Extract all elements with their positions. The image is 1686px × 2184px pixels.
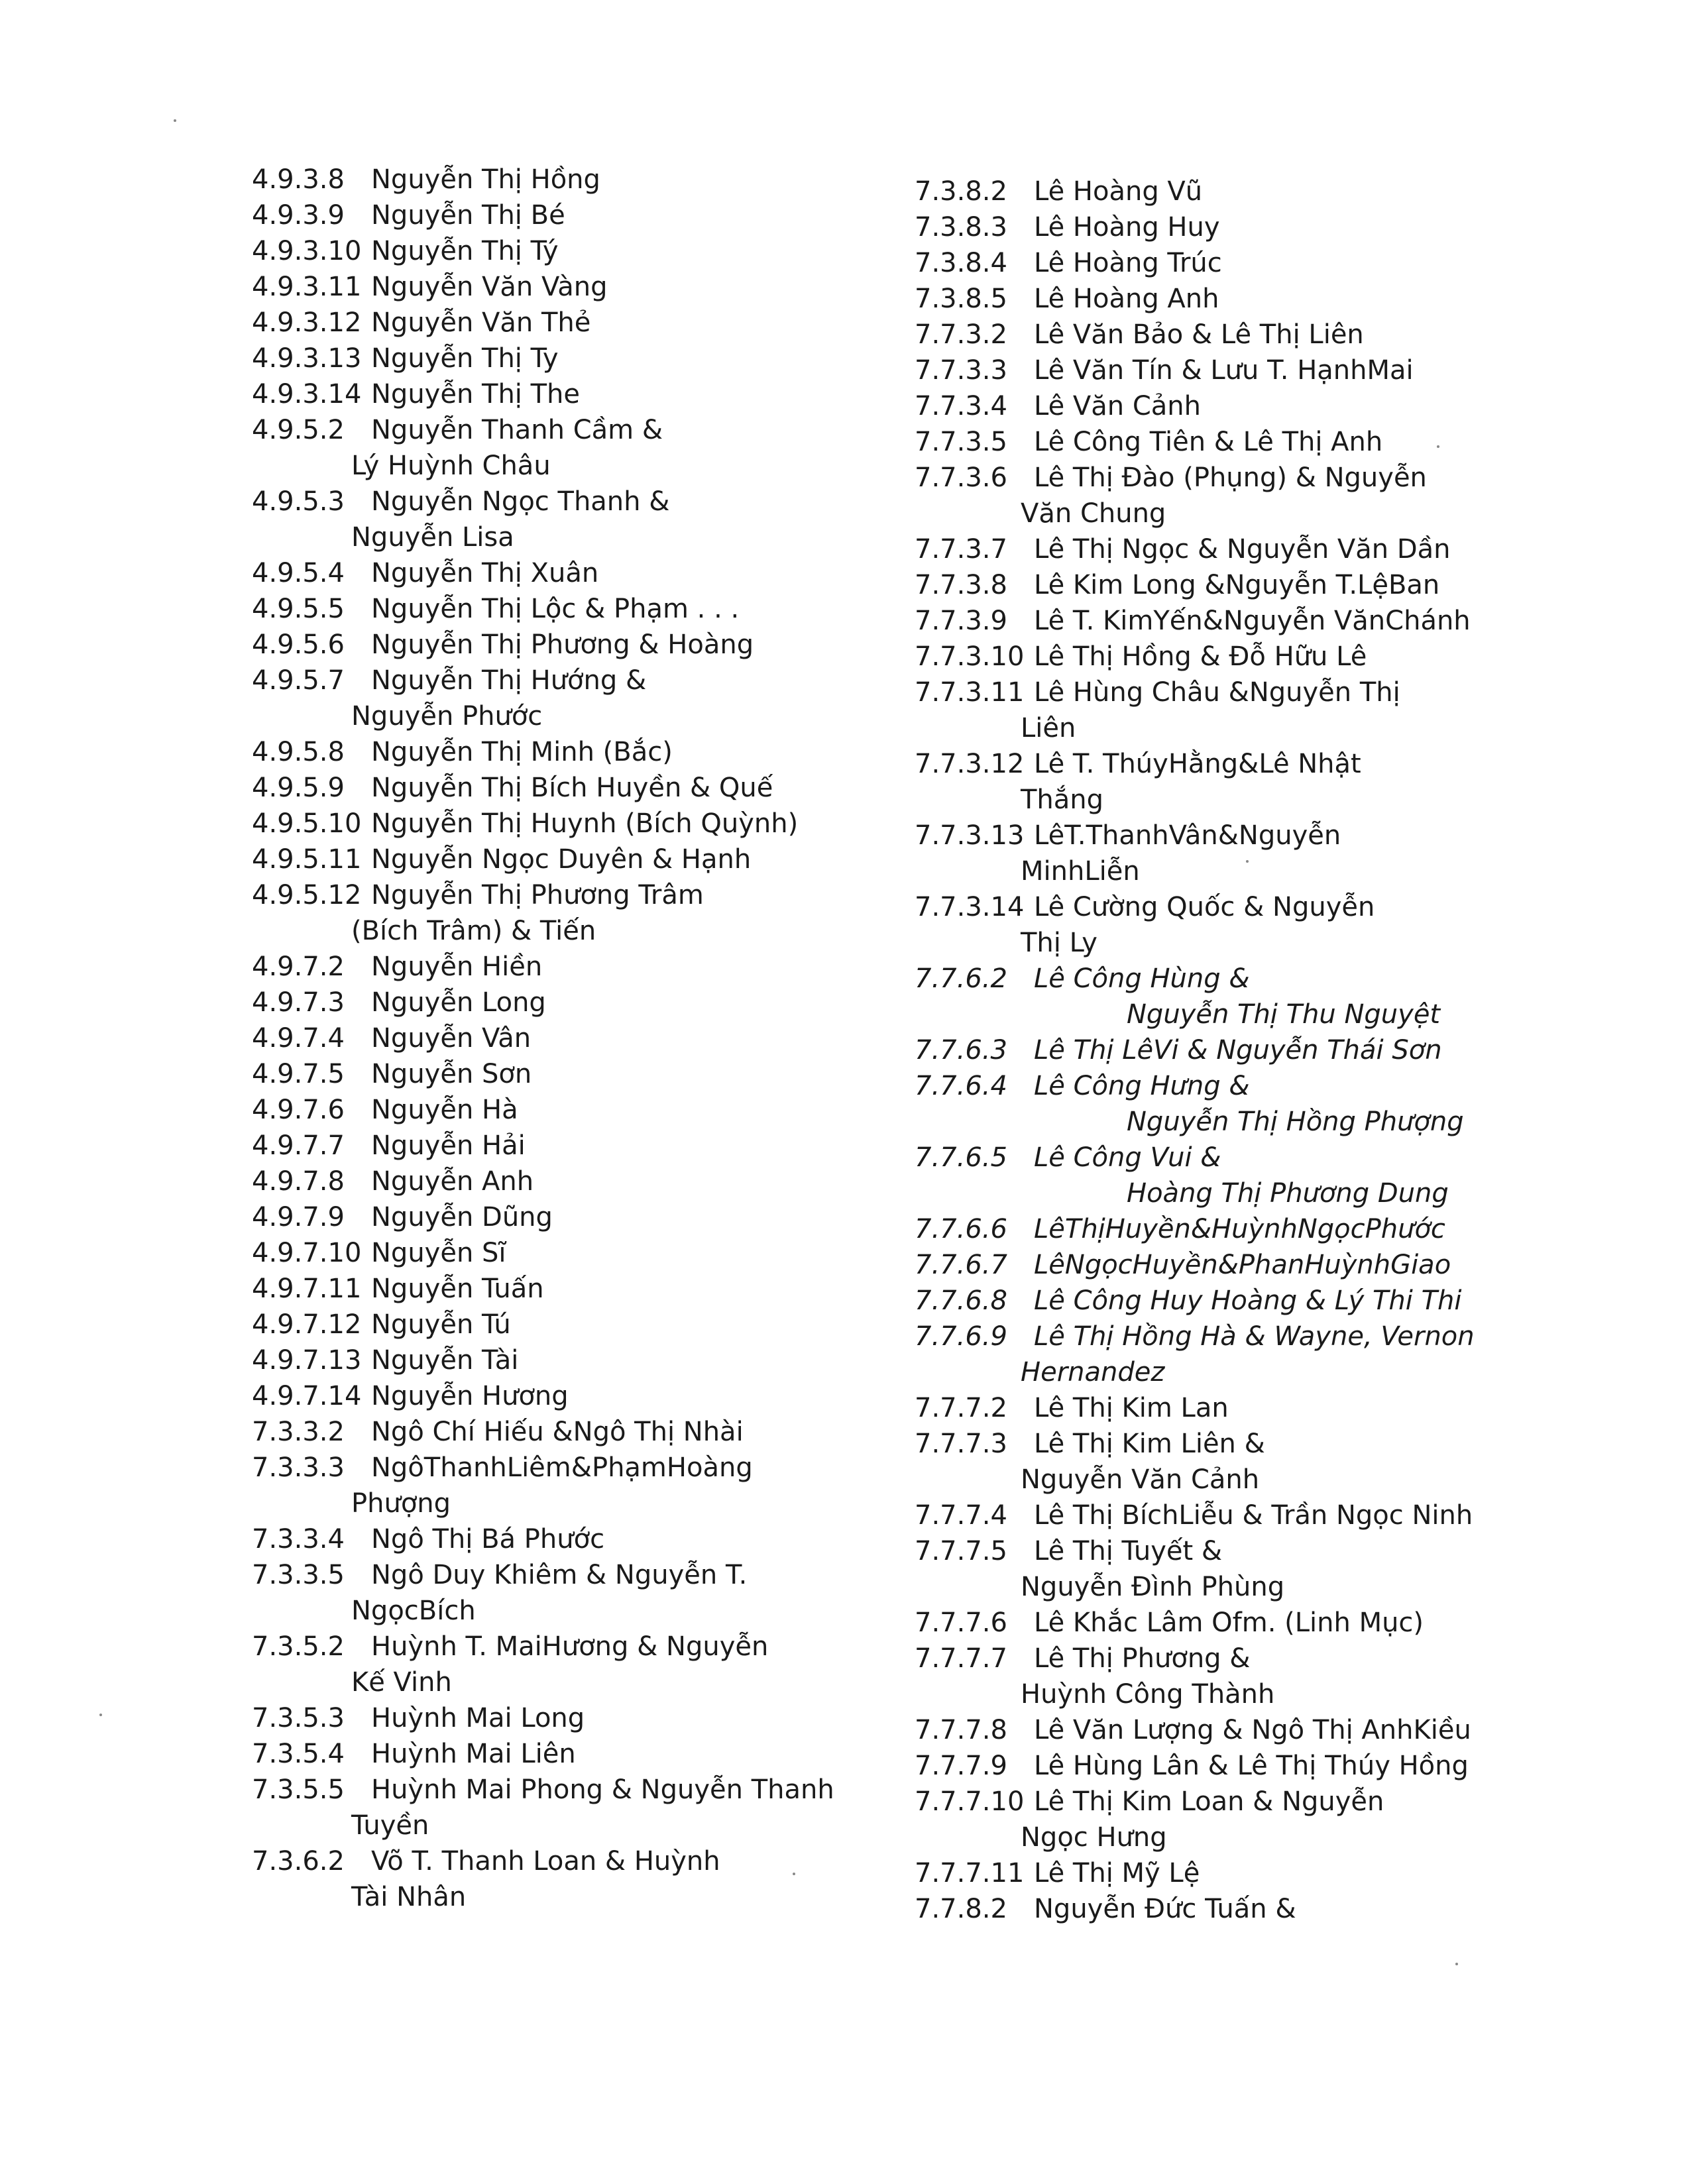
entry-name-continuation: Nguyễn Phước	[351, 701, 543, 732]
entry-number: 4.9.5.10	[252, 808, 362, 839]
scan-speck	[1246, 860, 1249, 863]
entry-number: 7.3.8.4	[915, 248, 1007, 278]
entry-number: 7.7.3.10	[915, 641, 1025, 672]
entry-name: Lê Hoàng Huy	[1034, 212, 1220, 243]
entry-number: 7.7.7.6	[915, 1608, 1007, 1638]
entry-name: Nguyễn Thị Huynh (Bích Quỳnh)	[371, 808, 799, 839]
entry-number: 4.9.7.3	[252, 987, 345, 1018]
entry-name: Huỳnh Mai Liên	[371, 1739, 576, 1769]
genealogy-entry	[915, 639, 1686, 675]
entry-name: Lê Hoàng Trúc	[1034, 248, 1222, 278]
entry-number: 7.3.5.4	[252, 1739, 345, 1769]
entry-number: 7.3.3.2	[252, 1417, 345, 1447]
entry-name: Nguyễn Thanh Cầm &	[371, 415, 663, 445]
entry-number: 7.7.7.5	[915, 1536, 1007, 1566]
entry-name: Nguyễn Hương	[371, 1381, 569, 1411]
entry-number: 7.7.8.2	[915, 1894, 1007, 1924]
entry-name: Nguyễn Thị Phương & Hoàng	[371, 629, 754, 660]
entry-number: 7.7.3.5	[915, 427, 1007, 457]
genealogy-entry	[915, 1855, 1686, 1891]
entry-name: Lê Kim Long &Nguyễn T.LệBan	[1034, 570, 1440, 600]
genealogy-entry	[915, 1390, 1686, 1426]
entry-name-continuation: Hoàng Thị Phương Dung	[1127, 1178, 1449, 1209]
entry-name-continuation: Nguyễn Thị Hồng Phượng	[1127, 1107, 1464, 1137]
entry-name: Lê Văn Cảnh	[1034, 391, 1201, 421]
entry-name: Huỳnh T. MaiHương & Nguyễn	[371, 1631, 769, 1662]
entry-number: 7.7.6.2	[915, 963, 1007, 994]
entry-name: LêThịHuyền&HuỳnhNgọcPhước	[1034, 1214, 1445, 1244]
entry-number: 7.7.3.13	[915, 820, 1025, 851]
entry-name-continuation: Hernandez	[1021, 1357, 1165, 1388]
entry-name: Nguyễn Sĩ	[371, 1238, 506, 1268]
entry-number: 7.7.6.7	[915, 1250, 1007, 1280]
entry-name: Lê Công Hưng &	[1034, 1071, 1250, 1101]
entry-name: Nguyễn Thị Bích Huyền & Quế	[371, 773, 773, 803]
genealogy-entry	[915, 353, 1686, 388]
entry-name: Nguyễn Thị Phương Trâm	[371, 880, 704, 910]
genealogy-entry	[915, 1641, 1686, 1712]
entry-name: Nguyễn Hiền	[371, 952, 543, 982]
entry-number: 7.7.7.9	[915, 1751, 1007, 1781]
entry-number: 4.9.7.6	[252, 1095, 345, 1125]
scan-speck	[174, 119, 176, 122]
genealogy-entry	[915, 1211, 1686, 1247]
entry-name: Nguyễn Dũng	[371, 1202, 553, 1232]
entry-number: 7.7.3.9	[915, 606, 1007, 636]
entry-name-continuation: (Bích Trâm) & Tiến	[351, 916, 596, 946]
entry-number: 4.9.5.9	[252, 773, 345, 803]
entry-name: Nguyễn Văn Vàng	[371, 272, 608, 302]
entry-name: Nguyễn Sơn	[371, 1059, 532, 1089]
entry-name: Nguyễn Hà	[371, 1095, 518, 1125]
entry-number: 7.7.3.6	[915, 463, 1007, 493]
entry-name-continuation: Nguyễn Đình Phùng	[1021, 1572, 1285, 1602]
scan-speck	[1455, 1963, 1458, 1965]
entry-number: 4.9.5.8	[252, 737, 345, 767]
entry-number: 4.9.7.13	[252, 1345, 362, 1376]
entry-name: Lê Thị LêVi & Nguyễn Thái Sơn	[1034, 1035, 1442, 1065]
entry-name-continuation: Nguyễn Văn Cảnh	[1021, 1464, 1260, 1495]
entry-number: 4.9.3.8	[252, 164, 345, 195]
entry-name: Lê Hoàng Anh	[1034, 284, 1219, 314]
entry-name: Huỳnh Mai Phong & Nguyễn Thanh	[371, 1774, 834, 1805]
entry-name-continuation: Văn Chung	[1021, 498, 1166, 529]
entry-name: Nguyễn Tuấn	[371, 1274, 544, 1304]
entry-name: Nguyễn Hải	[371, 1130, 526, 1161]
entry-name: Lê Thị Kim Loan & Nguyễn	[1034, 1786, 1384, 1817]
entry-number: 7.3.3.3	[252, 1452, 345, 1483]
entry-name: Nguyễn Đức Tuấn &	[1034, 1894, 1296, 1924]
entry-number: 4.9.7.12	[252, 1309, 362, 1340]
entry-number: 4.9.7.5	[252, 1059, 345, 1089]
genealogy-entry	[915, 1605, 1686, 1641]
entry-name: Ngô Thị Bá Phước	[371, 1524, 605, 1555]
entry-number: 4.9.5.11	[252, 844, 362, 875]
entry-name-continuation: Thắng	[1021, 785, 1104, 815]
entry-number: 4.9.7.14	[252, 1381, 362, 1411]
entry-number: 4.9.7.10	[252, 1238, 362, 1268]
entry-name: Nguyễn Thị Tý	[371, 236, 559, 266]
genealogy-entry	[915, 746, 1686, 818]
entry-number: 7.3.5.2	[252, 1631, 345, 1662]
entry-number: 7.7.6.5	[915, 1142, 1007, 1173]
entry-name: Lê Thị Ngọc & Nguyễn Văn Dần	[1034, 534, 1451, 565]
genealogy-entry	[915, 1498, 1686, 1533]
entry-name: Nguyễn Thị Hướng &	[371, 665, 647, 696]
genealogy-entry	[915, 1891, 1686, 1927]
genealogy-entry	[915, 1533, 1686, 1605]
entry-name: Lê Hùng Châu &Nguyễn Thị	[1034, 677, 1400, 708]
entry-name-continuation: Lý Huỳnh Châu	[351, 451, 551, 481]
entry-number: 4.9.5.7	[252, 665, 345, 696]
entry-number: 7.3.3.5	[252, 1560, 345, 1590]
entry-number: 7.7.7.3	[915, 1429, 1007, 1459]
entry-number: 7.7.3.12	[915, 749, 1025, 779]
entry-name: Lê Thị Mỹ Lệ	[1034, 1858, 1200, 1888]
entry-name-continuation: Nguyễn Lisa	[351, 522, 514, 553]
entry-name: Nguyễn Anh	[371, 1166, 534, 1197]
entry-number: 7.7.3.11	[915, 677, 1025, 708]
entry-name-continuation: Phượng	[351, 1488, 451, 1519]
genealogy-entry	[915, 675, 1686, 746]
entry-name: Nguyễn Thị Xuân	[371, 558, 599, 588]
entry-number: 4.9.7.9	[252, 1202, 345, 1232]
entry-number: 7.7.3.8	[915, 570, 1007, 600]
genealogy-entry	[915, 1426, 1686, 1498]
entry-name: Lê Công Tiên & Lê Thị Anh	[1034, 427, 1383, 457]
entry-number: 4.9.5.6	[252, 629, 345, 660]
entry-number: 4.9.5.3	[252, 486, 345, 517]
entry-number: 7.7.3.2	[915, 319, 1007, 350]
entry-name: Lê Thị Phương &	[1034, 1643, 1251, 1674]
entry-name: Nguyễn Tài	[371, 1345, 519, 1376]
genealogy-entry	[915, 603, 1686, 639]
entry-name: Lê Thị BíchLiễu & Trần Ngọc Ninh	[1034, 1500, 1473, 1531]
entry-number: 7.7.3.4	[915, 391, 1007, 421]
entry-number: 7.3.6.2	[252, 1846, 345, 1877]
entry-name: Lê Công Hùng &	[1034, 963, 1250, 994]
entry-number: 4.9.3.12	[252, 307, 362, 338]
entry-name: Nguyễn Vân	[371, 1023, 532, 1054]
entry-number: 7.7.6.4	[915, 1071, 1007, 1101]
genealogy-entry	[915, 1283, 1686, 1319]
genealogy-entry	[915, 1032, 1686, 1068]
entry-number: 7.3.8.2	[915, 176, 1007, 207]
entry-name: Lê Cường Quốc & Nguyễn	[1034, 892, 1375, 922]
genealogy-entry	[915, 388, 1686, 424]
entry-number: 4.9.5.12	[252, 880, 362, 910]
entry-name-continuation: Tài Nhân	[351, 1882, 467, 1912]
entry-name: Lê Văn Bảo & Lê Thị Liên	[1034, 319, 1364, 350]
genealogy-entry	[915, 317, 1686, 353]
genealogy-entry	[915, 1712, 1686, 1748]
scan-speck	[793, 1873, 795, 1875]
entry-name: Võ T. Thanh Loan & Huỳnh	[371, 1846, 720, 1877]
genealogy-entry	[915, 1784, 1686, 1855]
entry-number: 7.7.3.14	[915, 892, 1025, 922]
entry-name: Nguyễn Thị Lộc & Phạm . . .	[371, 594, 740, 624]
entry-number: 7.3.8.3	[915, 212, 1007, 243]
entry-name-continuation: Liên	[1021, 713, 1076, 743]
entry-number: 4.9.7.7	[252, 1130, 345, 1161]
entry-number: 7.3.5.5	[252, 1774, 345, 1805]
entry-name: Ngô Chí Hiếu &Ngô Thị Nhài	[371, 1417, 744, 1447]
entry-number: 4.9.5.5	[252, 594, 345, 624]
genealogy-entry	[915, 567, 1686, 603]
scan-speck	[1437, 445, 1439, 448]
entry-name: Lê Thị Hồng & Đỗ Hữu Lê	[1034, 641, 1367, 672]
genealogy-entry	[915, 281, 1686, 317]
entry-name: Nguyễn Tú	[371, 1309, 511, 1340]
genealogy-entry	[915, 531, 1686, 567]
entry-name: Lê Thị Hồng Hà & Wayne, Vernon	[1034, 1321, 1475, 1352]
entry-name: Lê Công Vui &	[1034, 1142, 1221, 1173]
entry-name: Lê Công Huy Hoàng & Lý Thi Thi	[1034, 1285, 1462, 1316]
entry-name: Lê Hùng Lân & Lê Thị Thúy Hồng	[1034, 1751, 1469, 1781]
entry-name: LêT.ThanhVân&Nguyễn	[1034, 820, 1341, 851]
entry-number: 7.7.3.3	[915, 355, 1007, 386]
entry-number: 7.7.7.8	[915, 1715, 1007, 1745]
entry-name: NgôThanhLiêm&PhạmHoàng	[371, 1452, 753, 1483]
entry-name: Lê Khắc Lâm Ofm. (Linh Mục)	[1034, 1608, 1424, 1638]
genealogy-entry	[915, 818, 1686, 889]
entry-number: 7.7.6.9	[915, 1321, 1007, 1352]
entry-number: 7.7.3.7	[915, 534, 1007, 565]
entry-name: Nguyễn Ngọc Duyên & Hạnh	[371, 844, 752, 875]
entry-name-continuation: Nguyễn Thị Thu Nguyệt	[1127, 999, 1441, 1030]
entry-name: Nguyễn Ngọc Thanh &	[371, 486, 670, 517]
entry-name: Nguyễn Thị Ty	[371, 343, 559, 374]
genealogy-entry	[915, 961, 1686, 1032]
entry-number: 4.9.5.2	[252, 415, 345, 445]
genealogy-entry	[915, 889, 1686, 961]
genealogy-entry	[915, 1748, 1686, 1784]
entry-number: 4.9.3.13	[252, 343, 362, 374]
entry-number: 4.9.3.10	[252, 236, 362, 266]
entry-name: Lê Hoàng Vũ	[1034, 176, 1203, 207]
entry-name-continuation: Kế Vinh	[351, 1667, 452, 1698]
entry-name: Lê Thị Kim Liên &	[1034, 1429, 1265, 1459]
entry-name: Lê Văn Lượng & Ngô Thị AnhKiều	[1034, 1715, 1471, 1745]
entry-number: 7.7.7.4	[915, 1500, 1007, 1531]
entry-name-continuation: MinhLiễn	[1021, 856, 1140, 887]
entry-number: 4.9.5.4	[252, 558, 345, 588]
entry-number: 4.9.7.11	[252, 1274, 362, 1304]
genealogy-entry	[915, 1068, 1686, 1140]
scan-speck	[99, 1714, 102, 1716]
right-column	[915, 174, 1686, 1927]
entry-number: 7.3.8.5	[915, 284, 1007, 314]
entry-name-continuation: Huỳnh Công Thành	[1021, 1679, 1275, 1710]
entry-name: Lê Thị Tuyết &	[1034, 1536, 1223, 1566]
entry-number: 4.9.3.14	[252, 379, 362, 410]
entry-name: Huỳnh Mai Long	[371, 1703, 585, 1733]
entry-number: 7.7.6.8	[915, 1285, 1007, 1316]
entry-name: Ngô Duy Khiêm & Nguyễn T.	[371, 1560, 748, 1590]
genealogy-entry	[915, 460, 1686, 531]
entry-number: 4.9.7.4	[252, 1023, 345, 1054]
genealogy-entry	[915, 424, 1686, 460]
entry-number: 7.3.3.4	[252, 1524, 345, 1555]
genealogy-entry	[915, 1319, 1686, 1390]
entry-name-continuation: Thị Ly	[1021, 928, 1097, 958]
entry-name: Nguyễn Long	[371, 987, 546, 1018]
entry-name: Nguyễn Thị Minh (Bắc)	[371, 737, 673, 767]
entry-name-continuation: Tuyền	[351, 1810, 429, 1841]
entry-number: 7.7.6.6	[915, 1214, 1007, 1244]
genealogy-entry	[915, 174, 1686, 209]
entry-number: 7.7.7.2	[915, 1393, 1007, 1423]
genealogy-entry	[915, 245, 1686, 281]
entry-name-continuation: NgọcBích	[351, 1596, 476, 1626]
entry-number: 7.7.7.7	[915, 1643, 1007, 1674]
entry-number: 4.9.3.9	[252, 200, 345, 231]
entry-number: 7.7.7.11	[915, 1858, 1025, 1888]
entry-name: Lê T. ThúyHằng&Lê Nhật	[1034, 749, 1361, 779]
entry-number: 4.9.7.2	[252, 952, 345, 982]
entry-name: Nguyễn Thị Hồng	[371, 164, 600, 195]
entry-number: 4.9.3.11	[252, 272, 362, 302]
entry-number: 7.3.5.3	[252, 1703, 345, 1733]
entry-name: Lê Thị Kim Lan	[1034, 1393, 1229, 1423]
entry-name: Nguyễn Thị Bé	[371, 200, 565, 231]
genealogy-entry	[915, 1140, 1686, 1211]
entry-name: Lê Văn Tín & Lưu T. HạnhMai	[1034, 355, 1414, 386]
entry-number: 7.7.6.3	[915, 1035, 1007, 1065]
entry-name: Lê T. KimYến&Nguyễn VănChánh	[1034, 606, 1471, 636]
entry-number: 7.7.7.10	[915, 1786, 1025, 1817]
entry-number: 4.9.7.8	[252, 1166, 345, 1197]
entry-name: Lê Thị Đào (Phụng) & Nguyễn	[1034, 463, 1427, 493]
genealogy-entry	[915, 209, 1686, 245]
genealogy-entry	[915, 1247, 1686, 1283]
entry-name: LêNgọcHuyền&PhanHuỳnhGiao	[1034, 1250, 1451, 1280]
entry-name-continuation: Ngọc Hưng	[1021, 1822, 1167, 1853]
entry-name: Nguyễn Thị The	[371, 379, 581, 410]
entry-name: Nguyễn Văn Thẻ	[371, 307, 591, 338]
